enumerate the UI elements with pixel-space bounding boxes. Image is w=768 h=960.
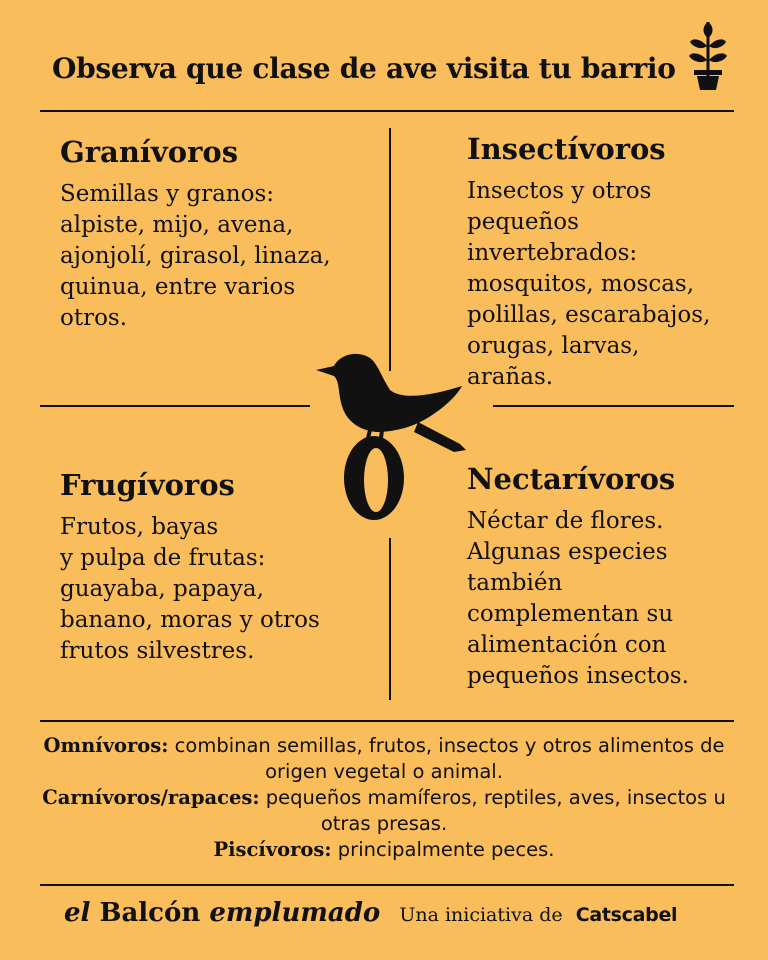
quadrant-insectivoros: [467, 132, 710, 393]
brand-emplumado: emplumado: [209, 898, 381, 928]
sponsor-logo: Catscabel: [575, 904, 678, 926]
piscivoros-term: Piscívoros:: [213, 838, 332, 861]
quadrant-frugivoros: [60, 468, 320, 667]
piscivoros-text: principalmente peces.: [331, 838, 555, 861]
piscivoros-line: [40, 837, 728, 863]
omnivoros-term: Omnívoros:: [43, 734, 169, 757]
quadrant-granivoros: [60, 135, 331, 334]
brand-el: el: [64, 898, 91, 928]
granivoros-title: Granívoros: [60, 135, 239, 169]
brand-logo: [64, 898, 380, 928]
omnivoros-text: combinan semillas, frutos, insectos y otros alimentos de origen vegetal o animal.: [168, 734, 725, 783]
quadrant-nectarivoros: [467, 462, 689, 692]
vertical-divider-bottom: [389, 538, 391, 700]
middle-divider: [40, 720, 734, 722]
other-diets-block: [40, 733, 728, 863]
horizontal-divider-left: [40, 405, 310, 407]
potted-plant-icon: [688, 16, 728, 90]
footer-divider: [40, 884, 734, 886]
insectivoros-text: Insectos y otros pequeños invertebrados: mosquitos, moscas, polillas, escarabajos, orugas, larvas, arañas.: [467, 178, 711, 390]
page-title: Observa que clase de ave visita tu barrio: [52, 52, 676, 85]
tagline: Una iniciativa de: [399, 904, 563, 926]
granivoros-text: Semillas y granos: alpiste, mijo, avena, ajonjolí, girasol, linaza, quinua, entre varios otros.: [60, 181, 331, 331]
carnivoros-term: Carnívoros/rapaces:: [42, 786, 260, 809]
carnivoros-text: pequeños mamíferos, reptiles, aves, insectos u otras presas.: [259, 786, 726, 835]
horizontal-divider-right: [493, 405, 734, 407]
brand-balcon: Balcón: [99, 898, 201, 928]
vertical-divider-top: [389, 128, 391, 371]
nectarivoros-title: Nectarívoros: [467, 462, 676, 496]
bird-on-o-icon: [306, 346, 476, 536]
footer: [64, 898, 677, 928]
frugivoros-text: Frutos, bayas y pulpa de frutas: guayaba, papaya, banano, moras y otros frutos silvestres.: [60, 514, 320, 664]
omnivoros-line: [40, 733, 728, 785]
nectarivoros-text: Néctar de flores. Algunas especies también complementan su alimentación con pequeños insectos.: [467, 508, 689, 689]
frugivoros-title: Frugívoros: [60, 468, 235, 502]
top-divider: [40, 110, 734, 112]
carnivoros-line: [40, 785, 728, 837]
insectivoros-title: Insectívoros: [467, 132, 666, 166]
